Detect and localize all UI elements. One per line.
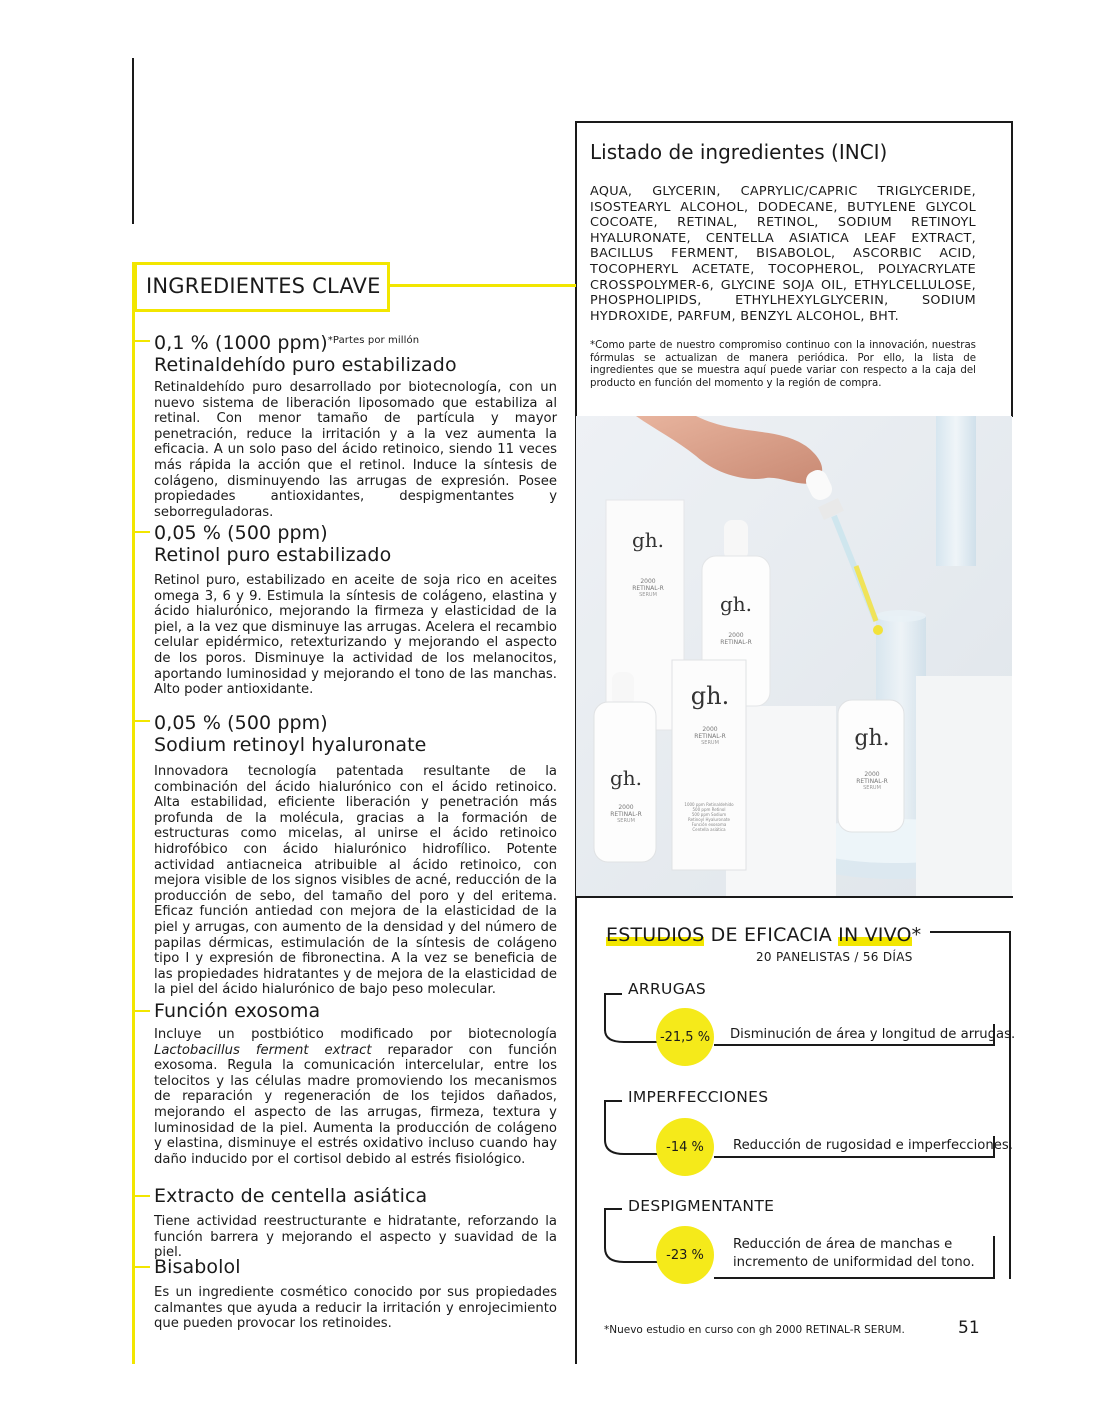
ingredient-tick (134, 340, 150, 342)
product-type: SERUM (863, 785, 881, 791)
serum-drop (873, 625, 883, 635)
composition-line: 500 ppm Sodium (691, 812, 727, 817)
ingredient-concentration: 0,05 % (500 ppm) (154, 522, 328, 544)
product-name: RETINAL-R (610, 811, 642, 818)
bottle-label (848, 726, 896, 791)
concentration-footnote: *Partes por millón (327, 335, 420, 346)
ingredient-name: Bisabolol (154, 1256, 241, 1278)
ingredient-tick (134, 1010, 150, 1012)
product-illustration (576, 416, 1012, 896)
result-value: -14 % (656, 1118, 714, 1176)
bracket-top (604, 1208, 622, 1210)
composition-line: 1000 ppm Retinaldehído (684, 802, 734, 807)
composition-line: Función exosoma (691, 822, 727, 827)
efficacy-title-text: DE EFICACIA (704, 924, 839, 946)
product-type: SERUM (617, 818, 635, 824)
concentration-value: 0,1 % (1000 ppm) (154, 332, 328, 354)
inci-top-rule (575, 121, 1013, 123)
ingredient-name: Extracto de centella asiática (154, 1185, 428, 1207)
result-underline (714, 1156, 994, 1158)
efficacy-title (606, 924, 921, 946)
result-label: DESPIGMENTANTE (628, 1197, 775, 1215)
glassware-tube (936, 416, 976, 566)
product-line: 2000 (640, 578, 656, 585)
description-text: reparador con función exosoma. Regula la comunicación intercelular, entre los telocitos y las células madre promoviendo los mecanismos de reparación y regeneración de los tejidos dañados, mejorando el aspecto de las arrugas, firmeza, textura y luminosidad de la piel. Aumenta la producción de colágeno y elastina, disminuye el estrés oxidativo incluso cuando hay daño inducido por el cortisol debido al estrés fisiológico. (154, 1042, 558, 1167)
description-species: Lactobacillus ferment extract (154, 1042, 372, 1058)
result-text-line: incremento de uniformidad del tono. (733, 1255, 975, 1270)
ingredient-description: Innovadora tecnología patentada resultante de la combinación del ácido hialurónico con el ácido retinoico. Alta estabilidad, eficiente liberación y penetración más profunda de la molécula, gracias a la formación de estructuras como micelas, al unirse el ácido retinoico hidrofóbico con ácido hialurónico hidrofílico. Potente actividad antiacneica atribuible al ácido retinoico, con mejora visible de los signos visibles de acné, reducción de la producción de sebo, del tamaño del poro y del eritema. Eficaz función antiedad con mejora de la elasticidad de la piel y arrugas, con aumento de la densidad y del número de papilas dérmicas, estimulación de la síntesis de colágeno tipo I y expresión de fibronectina. A la vez se beneficia de las propiedades hidratantes y de mejora de la elasticidad de la piel del ácido hialurónico de bajo peso molecular. (154, 764, 557, 998)
ingredient-tick (134, 1266, 150, 1268)
box-composition (674, 802, 744, 832)
result-text-line: Reducción de área de manchas e (733, 1237, 953, 1252)
result-text (733, 1236, 975, 1272)
result-value: -23 % (656, 1226, 714, 1284)
inci-right-rule (1011, 121, 1013, 417)
ingredient-concentration (154, 332, 419, 354)
brand-logo: gh. (690, 682, 730, 710)
box-label (686, 682, 734, 746)
bracket-top (604, 1100, 622, 1102)
efficacy-top-rule (575, 896, 1013, 898)
ingredient-name: Sodium retinoyl hyaluronate (154, 734, 427, 756)
result-underline-end (993, 1236, 995, 1279)
efficacy-title-rule (930, 931, 1010, 933)
composition-line: Retinoyl Hyaluronate (688, 817, 730, 822)
result-underline (714, 1277, 994, 1279)
product-line: 2000 (864, 771, 880, 778)
inci-list: AQUA, GLYCERIN, CAPRYLIC/CAPRIC TRIGLYCERIDE, ISOSTEARYL ALCOHOL, DODECANE, BUTYLENE GLYCOL COCOATE, RETINAL, RETINOL, SODIUM RETINOYL HYALURONATE, CENTELLA ASIATICA LEAF EXTRACT, BACILLUS FERMENT, BISABOLOL, ASCORBIC ACID, TOCOPHERYL ACETATE, TOCOPHEROL, POLYACRYLATE CROSSPOLYMER-6, GLYCINE SOJA OIL, ETHYLCELLULOSE, PHOSPHOLIPIDS, ETHYLHEXYLGLYCERIN, SODIUM HYDROXIDE, PARFUM, BENZYL ALCOHOL, BHT. (590, 184, 976, 324)
bottle-label (712, 592, 760, 646)
brand-logo: gh. (719, 592, 753, 616)
ingredient-description: Tiene actividad reestructurante e hidratante, reforzando la función barrera y mejorando el aspecto y suavidad de la piel. (154, 1214, 557, 1261)
ingredient-name: Retinol puro estabilizado (154, 544, 392, 566)
bottle-dropper (724, 520, 748, 560)
composition-line: 500 ppm Retinol (692, 807, 726, 812)
ingredient-name: Retinaldehído puro estabilizado (154, 354, 457, 376)
efficacy-title-highlight: IN VIVO (838, 924, 912, 946)
key-ingredients-title: INGREDIENTES CLAVE (146, 274, 381, 298)
product-name: RETINAL-R (632, 585, 664, 592)
bracket-top (604, 993, 622, 995)
bottle-label (602, 766, 650, 824)
result-label: ARRUGAS (628, 980, 707, 998)
connector-line (390, 284, 576, 287)
product-line: 2000 (618, 804, 634, 811)
result-label: IMPERFECCIONES (628, 1088, 769, 1106)
product-line: 2000 (702, 726, 718, 733)
ingredient-description: Retinol puro, estabilizado en aceite de soja rico en aceites omega 3, 6 y 9. Estimula la síntesis de colágeno, elastina y ácido hialurónico, mejorando la firmeza y elasticidad de la piel, a la vez que disminuye las arrugas. Acelera el recambio celular epidérmico, retexturizando y mejorando el aspecto de los poros. Disminuye la actividad de los melanocitos, aportando luminosidad y mejorando el tono de las manchas. Alto poder antioxidante. (154, 573, 557, 698)
product-type: SERUM (639, 592, 657, 598)
box-label (628, 528, 668, 598)
efficacy-subtitle: 20 PANELISTAS / 56 DÍAS (756, 950, 913, 964)
page-number: 51 (958, 1318, 980, 1338)
ingredient-concentration: 0,05 % (500 ppm) (154, 712, 328, 734)
brand-logo: gh. (631, 528, 665, 552)
ingredient-tick (134, 1195, 150, 1197)
efficacy-title-highlight: ESTUDIOS (606, 924, 705, 946)
bracket-curve (604, 1110, 664, 1160)
bracket-curve (604, 1000, 664, 1050)
bracket-curve (604, 1218, 664, 1268)
composition-line: Centella asiática (692, 827, 726, 832)
ingredient-tick (134, 720, 150, 722)
ingredient-tick (134, 531, 150, 533)
top-left-divider (132, 58, 134, 224)
result-value: -21,5 % (656, 1008, 714, 1066)
brand-logo: gh. (609, 766, 643, 790)
efficacy-title-star: * (911, 924, 922, 946)
ingredient-name: Función exosoma (154, 1000, 321, 1022)
description-text: Incluye un postbiótico modificado por biotecnología (154, 1027, 557, 1042)
product-name: RETINAL-R (694, 733, 726, 740)
efficacy-right-rule (1009, 931, 1011, 1279)
result-text: Reducción de rugosidad e imperfecciones. (733, 1138, 1013, 1153)
inci-note: *Como parte de nuestro compromiso continuo con la innovación, nuestras fórmulas se actualizan de manera periódica. Por ello, la lista de ingredientes que se muestra aquí puede variar con respecto a la caja del producto en función del momento y la región de compra. (590, 340, 976, 389)
product-name: RETINAL-R (720, 639, 752, 646)
product-line: 2000 (728, 632, 744, 639)
brand-logo: gh. (854, 726, 890, 751)
ingredient-description: Retinaldehído puro desarrollado por biotecnología, con un nuevo sistema de liberación liposomado que estabiliza al retinal. Con menor tamaño de partícula y mayor penetración, reduce la irritación y a la vez aumenta la eficacia. A un solo paso del ácido retinoico, siendo 11 veces más rápida la acción que el retinol. Induce la síntesis de colágeno, disminuyendo las arrugas de expresión. Posee propiedades antioxidantes, despigmentantes y seborreguladoras. (154, 380, 557, 520)
efficacy-footnote: *Nuevo estudio en curso con gh 2000 RETINAL-R SERUM. (604, 1324, 905, 1336)
product-type: SERUM (701, 740, 719, 746)
ingredient-description (154, 1027, 557, 1167)
left-accent-line (132, 262, 135, 1364)
result-underline (714, 1044, 994, 1046)
ingredient-description: Es un ingrediente cosmético conocido por sus propiedades calmantes que ayuda a reducir la irritación y enrojecimiento que pueden provocar los retinoides. (154, 1285, 557, 1332)
result-text: Disminución de área y longitud de arrugas. (730, 1027, 1016, 1042)
inci-title: Listado de ingredientes (INCI) (590, 140, 888, 164)
product-name: RETINAL-R (856, 778, 888, 785)
product-photo (576, 416, 1012, 896)
